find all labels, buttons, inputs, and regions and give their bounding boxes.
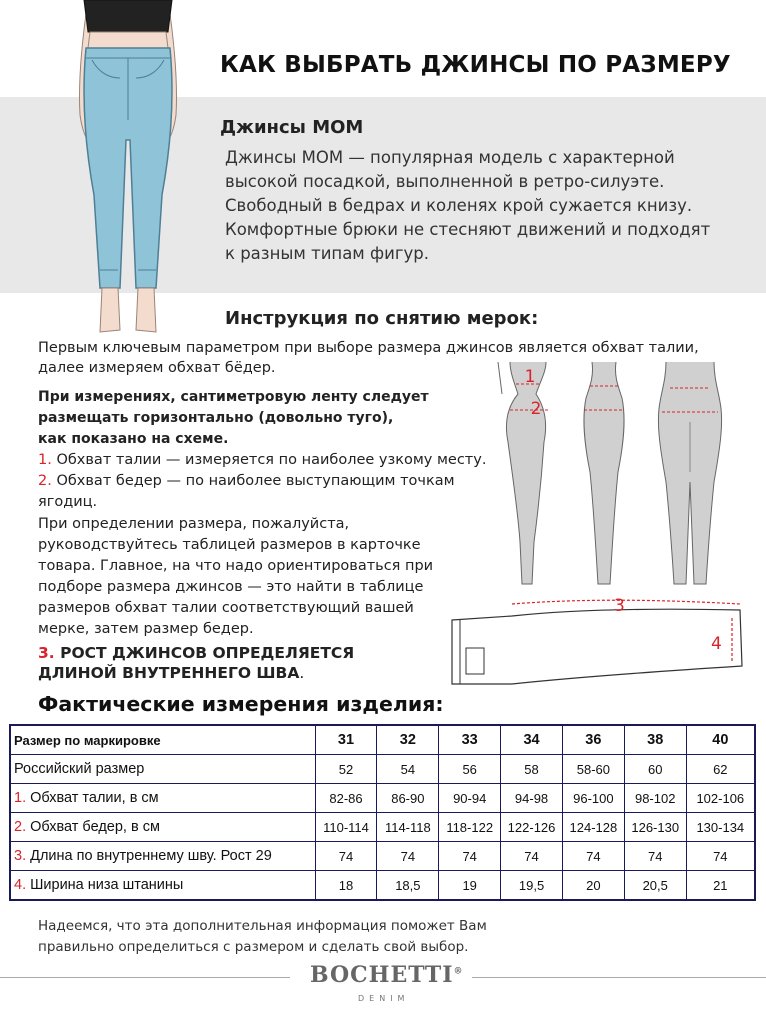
bold-line: как показано на схеме. <box>38 431 229 447</box>
inseam-text: ДЛИНОЙ ВНУТРЕННЕГО ШВА <box>38 664 300 682</box>
mom-description-line: Джинсы MOM — популярная модель с характерной <box>225 148 675 167</box>
table-cell: 126-130 <box>624 813 686 842</box>
table-cell: 60 <box>624 755 686 784</box>
row-label <box>10 842 315 871</box>
table-cell: 56 <box>439 755 501 784</box>
table-header-label: Размер по маркировке <box>10 725 315 755</box>
table-row <box>10 755 755 784</box>
body-measurement-diagram <box>480 362 750 592</box>
divider-right <box>472 977 766 978</box>
table-cell: 74 <box>562 842 624 871</box>
table-cell: 52 <box>315 755 377 784</box>
measure-item-1 <box>38 450 486 471</box>
row-label-text: Обхват талии, в см <box>30 790 159 806</box>
size-header: 38 <box>624 725 686 755</box>
table-row <box>10 813 755 842</box>
row-number: 4. <box>14 877 27 893</box>
table-cell: 124-128 <box>562 813 624 842</box>
table-cell: 54 <box>377 755 439 784</box>
footer-line: Надеемся, что эта дополнительная информация поможет Вам <box>38 918 487 934</box>
table-cell: 20,5 <box>624 871 686 901</box>
bold-line: При измерениях, сантиметровую ленту следует <box>38 389 429 405</box>
table-cell: 18,5 <box>377 871 439 901</box>
inseam-line-1 <box>38 643 354 663</box>
measure-list <box>38 450 486 513</box>
item-number: 2. <box>38 473 52 489</box>
table-cell: 86-90 <box>377 784 439 813</box>
body-figure-front <box>584 362 624 584</box>
table-row <box>10 842 755 871</box>
row-label-text: Обхват бедер, в см <box>30 819 160 835</box>
table-cell: 98-102 <box>624 784 686 813</box>
advice-line: товара. Главное, на что надо ориентироваться при <box>38 558 434 574</box>
size-advice <box>38 514 433 640</box>
instructions-title: Инструкция по снятию мерок: <box>225 308 539 329</box>
table-cell: 19,5 <box>501 871 563 901</box>
mom-title: Джинсы MOM <box>220 117 364 138</box>
advice-line: подборе размера джинсов — это найти в таблице <box>38 579 424 595</box>
size-table <box>9 724 756 901</box>
advice-line: При определении размера, пожалуйста, <box>38 516 350 532</box>
row-label <box>10 871 315 901</box>
brand-mark: ® <box>453 966 464 977</box>
inseam-note <box>38 643 354 683</box>
row-number: 2. <box>14 819 27 835</box>
item-text: Обхват талии — измеряется по наиболее узкому месту. <box>56 452 487 468</box>
body-figure-side <box>498 362 550 584</box>
table-row <box>10 871 755 901</box>
row-number: 3. <box>14 848 27 864</box>
size-header: 33 <box>439 725 501 755</box>
intro-line: далее измеряем обхват бёдер. <box>38 360 276 376</box>
intro-line: Первым ключевым параметром при выборе размера джинсов является обхват талии, <box>38 340 699 356</box>
table-cell: 122-126 <box>501 813 563 842</box>
table-cell: 62 <box>686 755 755 784</box>
table-cell: 21 <box>686 871 755 901</box>
bold-line: размещать горизонтально (довольно туго), <box>38 410 394 426</box>
mom-description-line: Комфортные брюки не стесняют движений и подходят <box>225 220 711 239</box>
row-label <box>10 784 315 813</box>
diagram-label-3: 3 <box>614 596 625 616</box>
table-cell: 74 <box>315 842 377 871</box>
table-row <box>10 784 755 813</box>
inseam-period: . <box>299 664 305 682</box>
table-cell: 90-94 <box>439 784 501 813</box>
page-title: КАК ВЫБРАТЬ ДЖИНСЫ ПО РАЗМЕРУ <box>220 52 731 78</box>
row-number: 1. <box>14 790 27 806</box>
table-title: Фактические измерения изделия: <box>38 692 444 716</box>
row-label-text: Российский размер <box>14 761 145 777</box>
table-cell: 19 <box>439 871 501 901</box>
brand-sub: DENIM <box>358 994 410 1003</box>
table-header-row <box>10 725 755 755</box>
table-cell: 118-122 <box>439 813 501 842</box>
divider-left <box>0 977 290 978</box>
measure-item-2 <box>38 471 486 492</box>
measure-item-2-cont: ягодиц. <box>38 494 98 510</box>
mom-description-line: к разным типам фигур. <box>225 244 429 263</box>
size-header: 32 <box>377 725 439 755</box>
instructions-bold <box>38 387 429 450</box>
diagram-label-2: 2 <box>530 399 542 419</box>
diagram-label-1: 1 <box>524 367 536 387</box>
table-cell: 74 <box>377 842 439 871</box>
table-cell: 96-100 <box>562 784 624 813</box>
advice-line: руководствуйтесь таблицей размеров в карточке <box>38 537 421 553</box>
advice-line: мерке, затем размер бедер. <box>38 621 254 637</box>
table-cell: 130-134 <box>686 813 755 842</box>
diagram-label-4: 4 <box>711 634 722 654</box>
size-header: 40 <box>686 725 755 755</box>
inseam-text: РОСТ ДЖИНСОВ ОПРЕДЕЛЯЕТСЯ <box>60 644 355 662</box>
table-cell: 74 <box>624 842 686 871</box>
item-number: 1. <box>38 452 52 468</box>
inseam-line-2 <box>38 663 354 683</box>
model-jeans-illustration <box>40 0 220 345</box>
footer-note <box>38 916 487 958</box>
table-cell: 18 <box>315 871 377 901</box>
table-cell: 58-60 <box>562 755 624 784</box>
item-number: 3. <box>38 644 55 662</box>
table-cell: 114-118 <box>377 813 439 842</box>
table-cell: 74 <box>439 842 501 871</box>
table-cell: 102-106 <box>686 784 755 813</box>
size-header: 31 <box>315 725 377 755</box>
body-figure-back <box>658 362 721 584</box>
size-header: 34 <box>501 725 563 755</box>
advice-line: размеров обхват талии соответствующий вашей <box>38 600 414 616</box>
table-cell: 20 <box>562 871 624 901</box>
table-cell: 74 <box>686 842 755 871</box>
mom-description-line: высокой посадкой, выполненной в ретро-силуэте. <box>225 172 665 191</box>
table-cell: 94-98 <box>501 784 563 813</box>
brand-logo <box>310 962 463 988</box>
mom-description-line: Свободный в бедрах и коленях крой сужается книзу. <box>225 196 693 215</box>
table-cell: 74 <box>501 842 563 871</box>
row-label <box>10 813 315 842</box>
footer-line: правильно определиться с размером и сделать свой выбор. <box>38 939 469 955</box>
mom-description <box>225 146 745 266</box>
brand-name: BOCHETTI <box>310 962 454 988</box>
item-text: Обхват бедер — по наиболее выступающим точкам <box>56 473 455 489</box>
row-label-text: Длина по внутреннему шву. Рост 29 <box>30 848 272 864</box>
row-label-text: Ширина низа штанины <box>30 877 184 893</box>
table-cell: 82-86 <box>315 784 377 813</box>
table-cell: 58 <box>501 755 563 784</box>
size-header: 36 <box>562 725 624 755</box>
table-cell: 110-114 <box>315 813 377 842</box>
row-label <box>10 755 315 784</box>
